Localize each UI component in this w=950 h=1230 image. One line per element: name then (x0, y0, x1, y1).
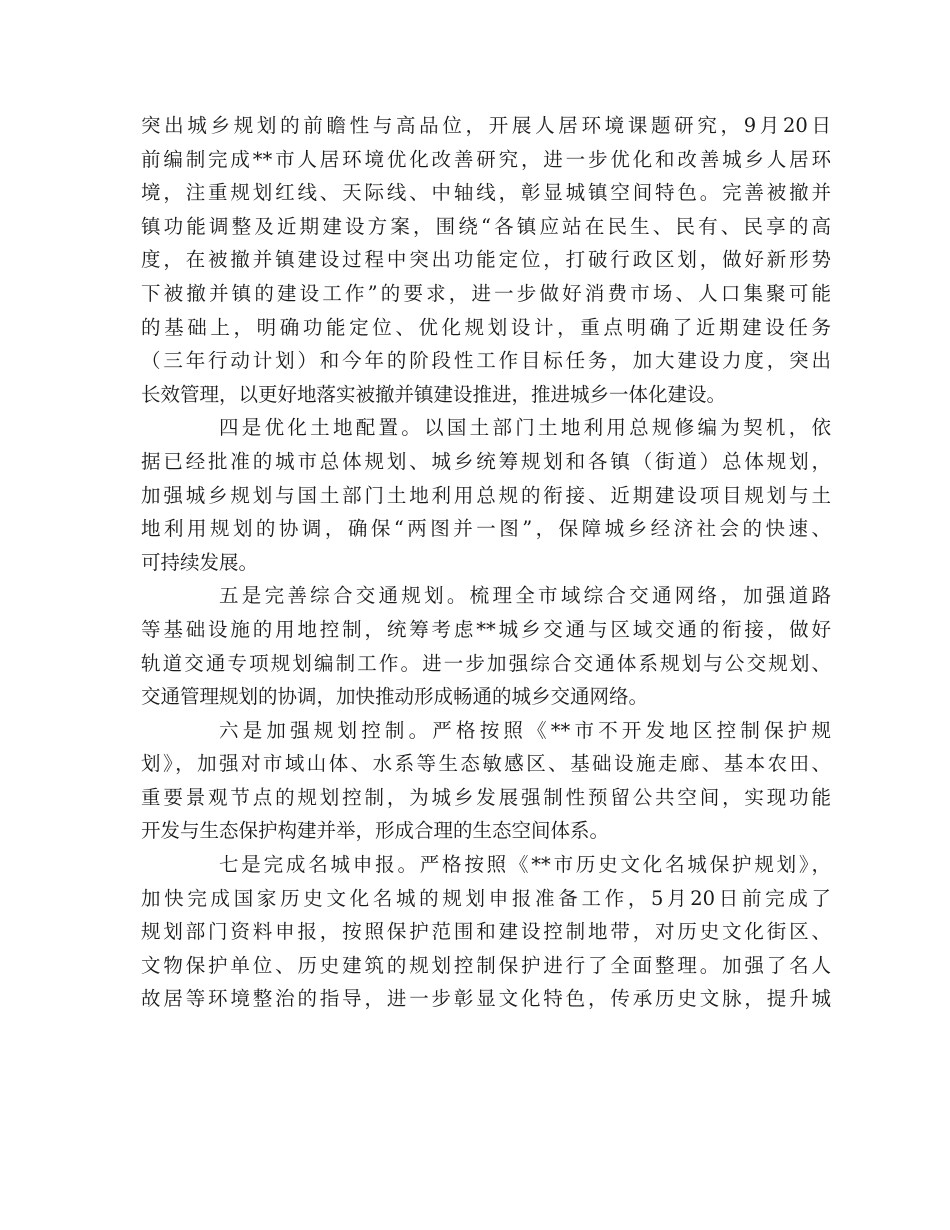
text-line: 突出城乡规划的前瞻性与高品位，开展人居环境课题研究，9月20日 (141, 114, 831, 137)
text-line: 五是完善综合交通规划。梳理全市域综合交通网络，加强道路 (219, 584, 831, 608)
text-line: 规划部门资料申报，按照保护范围和建设控制地带，对历史文化街区、 (141, 920, 831, 944)
text-line: 地利用规划的协调，确保“两图并一图”，保障城乡经济社会的快速、 (141, 517, 831, 541)
paragraph-4 (141, 714, 831, 848)
text-line: 划》，加强对市域山体、水系等生态敏感区、基础设施走廊、基本农田、 (141, 752, 831, 776)
text-line: 六是加强规划控制。严格按照《**市不开发地区控制保护规 (219, 718, 831, 742)
text-line: 等基础设施的用地控制，统筹考虑**城乡交通与区域交通的衔接，做好 (141, 617, 831, 641)
paragraph-2 (141, 411, 831, 579)
text-line: 度，在被撤并镇建设过程中突出功能定位，打破行政区划，做好新形势 (141, 248, 831, 272)
paragraph-5 (141, 848, 831, 1016)
text-line: 重要景观节点的规划控制，为城乡发展强制性预留公共空间，实现功能 (141, 785, 831, 809)
text-line: 境，注重规划红线、天际线、中轴线，彰显城镇空间特色。完善被撤并 (141, 181, 831, 205)
document-body (141, 109, 831, 1016)
text-line: 加快完成国家历史文化名城的规划申报准备工作，5月20日前完成了 (141, 886, 831, 910)
paragraph-1 (141, 109, 831, 411)
text-line: 长效管理，以更好地落实被撤并镇建设推进，推进城乡一体化建设。 (141, 382, 727, 406)
text-line: 下被撤并镇的建设工作”的要求，进一步做好消费市场、人口集聚可能 (141, 281, 831, 305)
text-line: 前编制完成**市人居环境优化改善研究，进一步优化和改善城乡人居环 (141, 147, 831, 171)
text-line: 加强城乡规划与国土部门土地利用总规的衔接、近期建设项目规划与土 (141, 483, 831, 507)
text-line: 四是优化土地配置。以国土部门土地利用总规修编为契机，依 (219, 416, 831, 440)
text-line: 据已经批准的城市总体规划、城乡统筹规划和各镇（街道）总体规划， (141, 449, 831, 473)
text-line: 镇功能调整及近期建设方案，围绕“各镇应站在民生、民有、民享的高 (141, 214, 831, 238)
text-line: 故居等环境整治的指导，进一步彰显文化特色，传承历史文脉，提升城 (141, 987, 831, 1011)
text-line: 交通管理规划的协调，加快推动形成畅通的城乡交通网络。 (141, 685, 649, 709)
text-line: （三年行动计划）和今年的阶段性工作目标任务，加大建设力度，突出 (141, 349, 831, 373)
text-line: 的基础上，明确功能定位、优化规划设计，重点明确了近期建设任务 (141, 315, 831, 339)
text-line: 文物保护单位、历史建筑的规划控制保护进行了全面整理。加强了名人 (141, 953, 831, 977)
text-line: 七是完成名城申报。严格按照《**市历史文化名城保护规划》， (219, 853, 831, 877)
text-line: 轨道交通专项规划编制工作。进一步加强综合交通体系规划与公交规划、 (141, 651, 831, 675)
text-line: 可持续发展。 (141, 550, 259, 574)
text-line: 开发与生态保护构建并举，形成合理的生态空间体系。 (141, 819, 610, 843)
paragraph-3 (141, 579, 831, 713)
